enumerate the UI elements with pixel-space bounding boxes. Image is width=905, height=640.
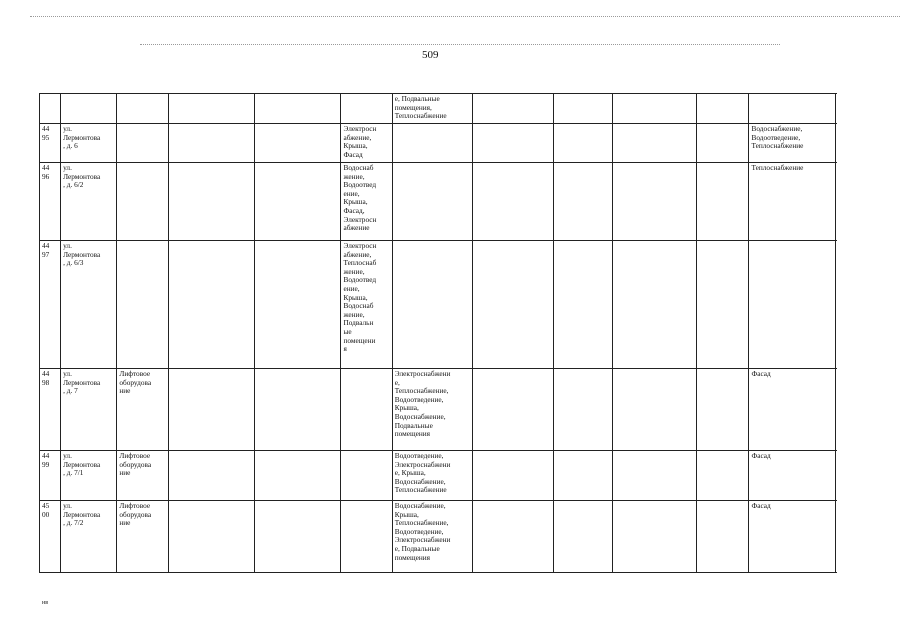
cell-works-b: Водоотведение, Электроснабжени е, Крыша, Водоснабжение, Теплоснабжение — [392, 451, 472, 501]
cell-address: ул. Лермонтова , д. 6 — [61, 124, 117, 163]
cell-col-4 — [168, 451, 254, 501]
cell-col-5 — [255, 501, 341, 573]
table-row — [40, 501, 836, 573]
cell-works-b — [392, 124, 472, 163]
cell-row-number: 45 00 — [40, 501, 61, 573]
cell-works-b — [392, 241, 472, 369]
cell-equipment — [117, 124, 168, 163]
cell-col-11 — [697, 94, 749, 124]
cell-col-4 — [168, 163, 254, 241]
table-row — [40, 241, 836, 369]
cell-equipment: Лифтовое оборудова ние — [117, 501, 168, 573]
cell-col-4 — [168, 501, 254, 573]
cell-col-11 — [697, 163, 749, 241]
cell-works-a — [341, 451, 392, 501]
cell-works-b: Водоснабжение, Крыша, Теплоснабжение, Водоотведение, Электроснабжени е, Подвальные помещения — [392, 501, 472, 573]
cell-col-10 — [612, 124, 696, 163]
cell-col-8 — [473, 94, 553, 124]
cell-address: ул. Лермонтова , д. 7 — [61, 369, 117, 451]
cell-col-4 — [168, 124, 254, 163]
cell-col-9 — [553, 241, 612, 369]
cell-works-b: Электроснабжени е, Теплоснабжение, Водоотведение, Крыша, Водоснабжение, Подвальные помещения — [392, 369, 472, 451]
cell-works-a — [341, 94, 392, 124]
cell-col-8 — [473, 163, 553, 241]
cell-col-11 — [697, 124, 749, 163]
cell-equipment — [117, 163, 168, 241]
cell-col-8 — [473, 501, 553, 573]
scan-noise-line — [30, 16, 900, 17]
cell-col-10 — [612, 163, 696, 241]
cell-col-5 — [255, 94, 341, 124]
cell-col-11 — [697, 451, 749, 501]
cell-works-c: Фасад — [749, 501, 836, 573]
cell-row-number: 44 95 — [40, 124, 61, 163]
cell-col-5 — [255, 451, 341, 501]
cell-works-a: Электросн абжение, Теплоснаб жение, Водоотвед ение, Крыша, Водоснаб жение, Подвальн ые помещени я — [341, 241, 392, 369]
cell-works-c: Теплоснабжение — [749, 163, 836, 241]
cell-col-9 — [553, 369, 612, 451]
table-row — [40, 94, 836, 124]
cell-address: ул. Лермонтова , д. 7/2 — [61, 501, 117, 573]
cell-col-8 — [473, 451, 553, 501]
cell-works-b — [392, 163, 472, 241]
cell-col-5 — [255, 241, 341, 369]
cell-works-c — [749, 241, 836, 369]
cell-works-c: Фасад — [749, 369, 836, 451]
cell-row-number: 44 97 — [40, 241, 61, 369]
page-number: 509 — [422, 49, 439, 61]
cell-col-9 — [553, 163, 612, 241]
table-row — [40, 124, 836, 163]
cell-col-10 — [612, 451, 696, 501]
cell-equipment: Лифтовое оборудова ние — [117, 451, 168, 501]
cell-address: ул. Лермонтова , д. 6/2 — [61, 163, 117, 241]
cell-works-c: Фасад — [749, 451, 836, 501]
cell-address: ул. Лермонтова , д. 7/1 — [61, 451, 117, 501]
cell-works-c: Водоснабжение, Водоотведение, Теплоснабжение — [749, 124, 836, 163]
cell-equipment — [117, 94, 168, 124]
table-row — [40, 369, 836, 451]
cell-col-9 — [553, 94, 612, 124]
cell-col-4 — [168, 369, 254, 451]
cell-row-number: 44 99 — [40, 451, 61, 501]
cell-equipment — [117, 241, 168, 369]
cell-row-number: 44 98 — [40, 369, 61, 451]
cell-col-5 — [255, 124, 341, 163]
cell-address — [61, 94, 117, 124]
cell-col-9 — [553, 501, 612, 573]
cell-col-8 — [473, 241, 553, 369]
cell-col-10 — [612, 501, 696, 573]
cell-col-9 — [553, 124, 612, 163]
cell-col-5 — [255, 163, 341, 241]
cell-works-a: Водоснаб жение, Водоотвед ение, Крыша, Фасад, Электросн абжение — [341, 163, 392, 241]
cell-col-5 — [255, 369, 341, 451]
table-row — [40, 451, 836, 501]
cell-col-11 — [697, 369, 749, 451]
cell-col-9 — [553, 451, 612, 501]
cell-col-4 — [168, 94, 254, 124]
cell-works-a: Электросн абжение, Крыша, Фасад — [341, 124, 392, 163]
cell-col-8 — [473, 369, 553, 451]
cell-row-number: 44 96 — [40, 163, 61, 241]
cell-col-11 — [697, 241, 749, 369]
cell-col-11 — [697, 501, 749, 573]
cell-works-c — [749, 94, 836, 124]
cell-row-number — [40, 94, 61, 124]
cell-col-8 — [473, 124, 553, 163]
cell-address: ул. Лермонтова , д. 6/3 — [61, 241, 117, 369]
cell-col-10 — [612, 369, 696, 451]
cell-works-b: е, Подвальные помещения, Теплоснабжение — [392, 94, 472, 124]
cell-works-a — [341, 501, 392, 573]
scan-noise-line — [140, 44, 780, 45]
cell-col-4 — [168, 241, 254, 369]
table-row — [40, 163, 836, 241]
cell-col-10 — [612, 241, 696, 369]
footer-mark: нв — [42, 600, 49, 606]
register-table — [39, 93, 836, 573]
cell-equipment: Лифтовое оборудова ние — [117, 369, 168, 451]
cell-col-10 — [612, 94, 696, 124]
cell-works-a — [341, 369, 392, 451]
